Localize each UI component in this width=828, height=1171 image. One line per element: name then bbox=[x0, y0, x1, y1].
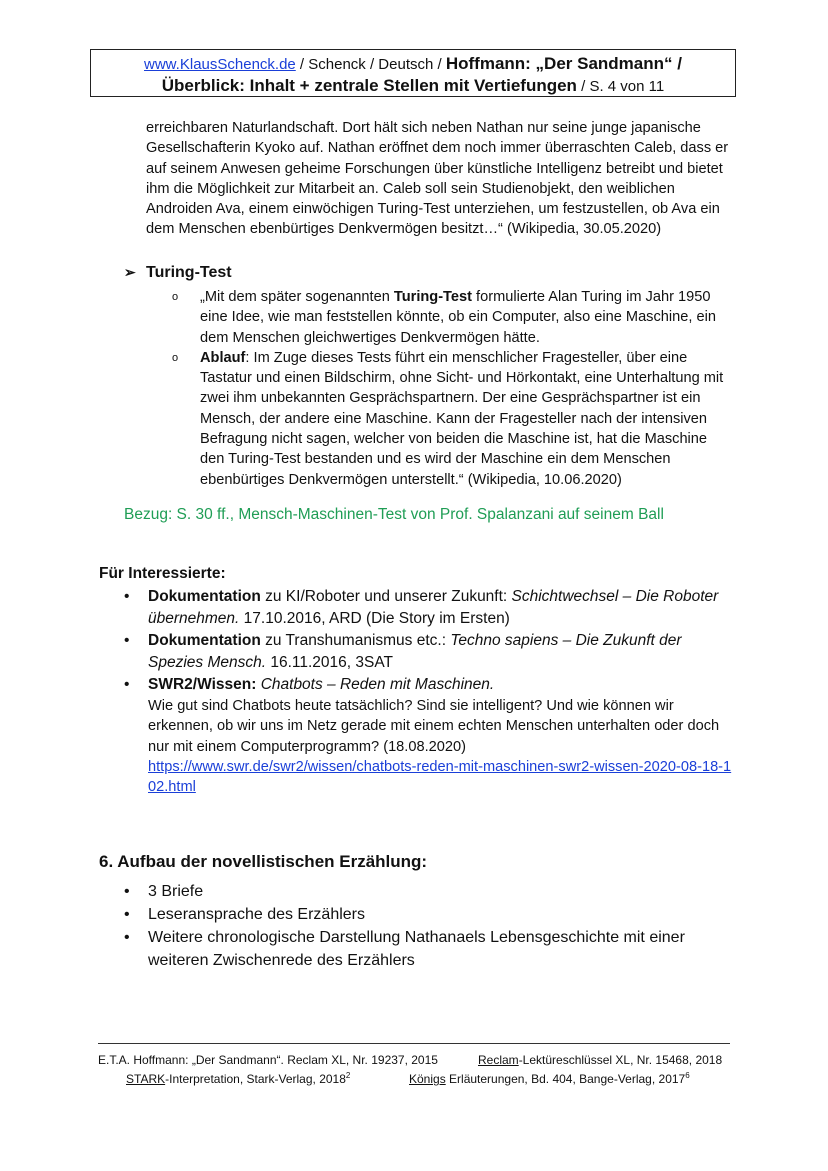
text: -Interpretation, Stark-Verlag, 2018 bbox=[165, 1072, 346, 1086]
bullet-icon: • bbox=[124, 588, 130, 605]
text: -Lektüreschlüssel XL, Nr. 15468, 2018 bbox=[518, 1053, 723, 1067]
title-italic: Schichtwechsel – Die Roboter übernehmen. bbox=[148, 588, 719, 627]
footer-source-1: E.T.A. Hoffmann: „Der Sandmann“. Reclam XL, Nr. 19237, 2015 bbox=[98, 1053, 438, 1067]
text: zu KI/Roboter und unserer Zukunft: bbox=[260, 588, 512, 605]
header-subtitle: Überblick: Inhalt + zentrale Stellen mit Vertiefungen bbox=[161, 76, 577, 95]
arrow-bullet-icon: ➢ bbox=[124, 264, 136, 280]
page-header bbox=[90, 49, 736, 97]
text: Erläuterungen, Bd. 404, Bange-Verlag, 2017 bbox=[445, 1072, 686, 1086]
bullet-icon: • bbox=[124, 632, 130, 649]
footer-source-2 bbox=[478, 1053, 722, 1067]
text: : Im Zuge dieses Tests führt ein menschlicher Fragesteller, über eine Tastatur und einen Bildschirm, ohne Sicht- und Hörkontakt, eine Unterhaltung mit zwei ihm unbekannten Gesprächspartnern. Der eine Gesprächspartner ist ein Mensch, der andere eine Maschine. Kann der Fragesteller nach der intensiven Befragung nicht sagen, welcher von beiden die Maschine ist, hat die Maschine den Turing-Test bestanden und es wird der Maschine ein dem Menschen ebenbürtiges Denkvermögen unterstellt.“ (Wikipedia, 10.06.2020) bbox=[200, 349, 724, 488]
turing-heading bbox=[124, 262, 232, 283]
circle-bullet-icon: o bbox=[172, 291, 179, 303]
page-number: / S. 4 von 11 bbox=[576, 78, 665, 95]
list-item bbox=[124, 630, 734, 674]
text: „Mit dem später sogenannten bbox=[200, 289, 394, 305]
wikipedia-quote-paragraph: erreichbaren Naturlandschaft. Dort hält sich neben Nathan nur seine junge japanische Gesellschafterin Kyoko auf. Nathan eröffnet dem noch immer überraschten Caleb, dass er auf seinem Anwesen geheime Forschungen über künstliche Intelligenz betreibt und bietet ihm die Möglichkeit zur Mitarbeit an. Caleb soll sein Studienobjekt, den weiblichen Androiden Ava, einem einwöchigen Turing-Test unterziehen, um festzustellen, ob Ava ein dem Menschen ebenbürtiges Denkvermögen besitzt…“ (Wikipedia, 30.05.2020) bbox=[146, 120, 729, 238]
text: zu Transhumanismus etc.: bbox=[260, 632, 451, 649]
list-item bbox=[124, 926, 734, 972]
turing-heading-text: Turing-Test bbox=[146, 264, 232, 281]
text: 3 Briefe bbox=[148, 883, 204, 900]
superscript: 2 bbox=[345, 1071, 351, 1080]
term-bold: Dokumentation bbox=[148, 588, 261, 605]
bullet-icon: • bbox=[124, 676, 130, 693]
text: Königs bbox=[409, 1072, 446, 1086]
bullet-icon: • bbox=[124, 929, 130, 946]
term-bold: Ablauf bbox=[200, 349, 246, 366]
text: Weitere chronologische Darstellung Nathanaels Lebensgeschichte mit einer weiteren Zwischenrede des Erzählers bbox=[148, 929, 685, 969]
title-italic: Chatbots – Reden mit Maschinen. bbox=[256, 676, 495, 693]
reference-line: Bezug: S. 30 ff., Mensch-Maschinen-Test von Prof. Spalanzani auf seinem Ball bbox=[124, 506, 664, 523]
term-bold: SWR2/Wissen: bbox=[148, 676, 257, 693]
footer-source-3 bbox=[126, 1071, 350, 1086]
section-6-heading: 6. Aufbau der novellistischen Erzählung: bbox=[99, 852, 428, 871]
section-6-list bbox=[124, 880, 734, 972]
term-bold: Turing-Test bbox=[393, 289, 472, 305]
superscript: 6 bbox=[685, 1071, 690, 1080]
header-line-2 bbox=[91, 75, 735, 97]
list-item bbox=[124, 586, 734, 630]
text: 17.10.2016, ARD (Die Story im Ersten) bbox=[239, 610, 510, 627]
header-line-1 bbox=[91, 53, 735, 75]
turing-list bbox=[172, 287, 734, 490]
text: Reclam bbox=[478, 1053, 519, 1067]
description: Wie gut sind Chatbots heute tatsächlich? Sind sie intelligent? Und wie können wir erkennen, ob wir uns im Netz gerade mit einem echten Menschen unterhalten oder doch nur mit einem Computerprogramm? (18.08.2020) bbox=[148, 698, 720, 755]
list-item bbox=[124, 903, 734, 926]
footer-divider bbox=[98, 1043, 730, 1044]
list-item bbox=[172, 287, 734, 348]
bullet-icon: • bbox=[124, 883, 130, 900]
term-bold: Dokumentation bbox=[148, 632, 261, 649]
circle-bullet-icon: o bbox=[172, 351, 179, 364]
list-item bbox=[172, 348, 734, 490]
text: STARK bbox=[126, 1072, 166, 1086]
swr-link[interactable]: https://www.swr.de/swr2/wissen/chatbots-reden-mit-maschinen-swr2-wissen-2020-08-18-102.html bbox=[148, 758, 732, 796]
list-item bbox=[124, 674, 734, 797]
interest-list bbox=[124, 586, 734, 797]
site-link[interactable]: www.KlausSchenck.de bbox=[144, 56, 296, 73]
header-title: Hoffmann: „Der Sandmann“ / bbox=[445, 54, 682, 73]
text: Leseransprache des Erzählers bbox=[148, 906, 366, 923]
footer-source-4 bbox=[409, 1071, 690, 1086]
header-path: / Schenck / Deutsch / bbox=[295, 56, 446, 73]
list-item bbox=[124, 880, 734, 903]
interest-heading: Für Interessierte: bbox=[99, 565, 226, 582]
title-italic: Techno sapiens – Die Zukunft der Spezies Mensch. bbox=[148, 632, 682, 671]
text: 16.11.2016, 3SAT bbox=[266, 654, 393, 671]
bullet-icon: • bbox=[124, 906, 130, 923]
text: formulierte Alan Turing im Jahr 1950 eine Idee, wie man feststellen könnte, ob ein Computer, also eine Maschine, ein dem Menschen gleichwertiges Denkvermögen hätte. bbox=[200, 289, 716, 346]
